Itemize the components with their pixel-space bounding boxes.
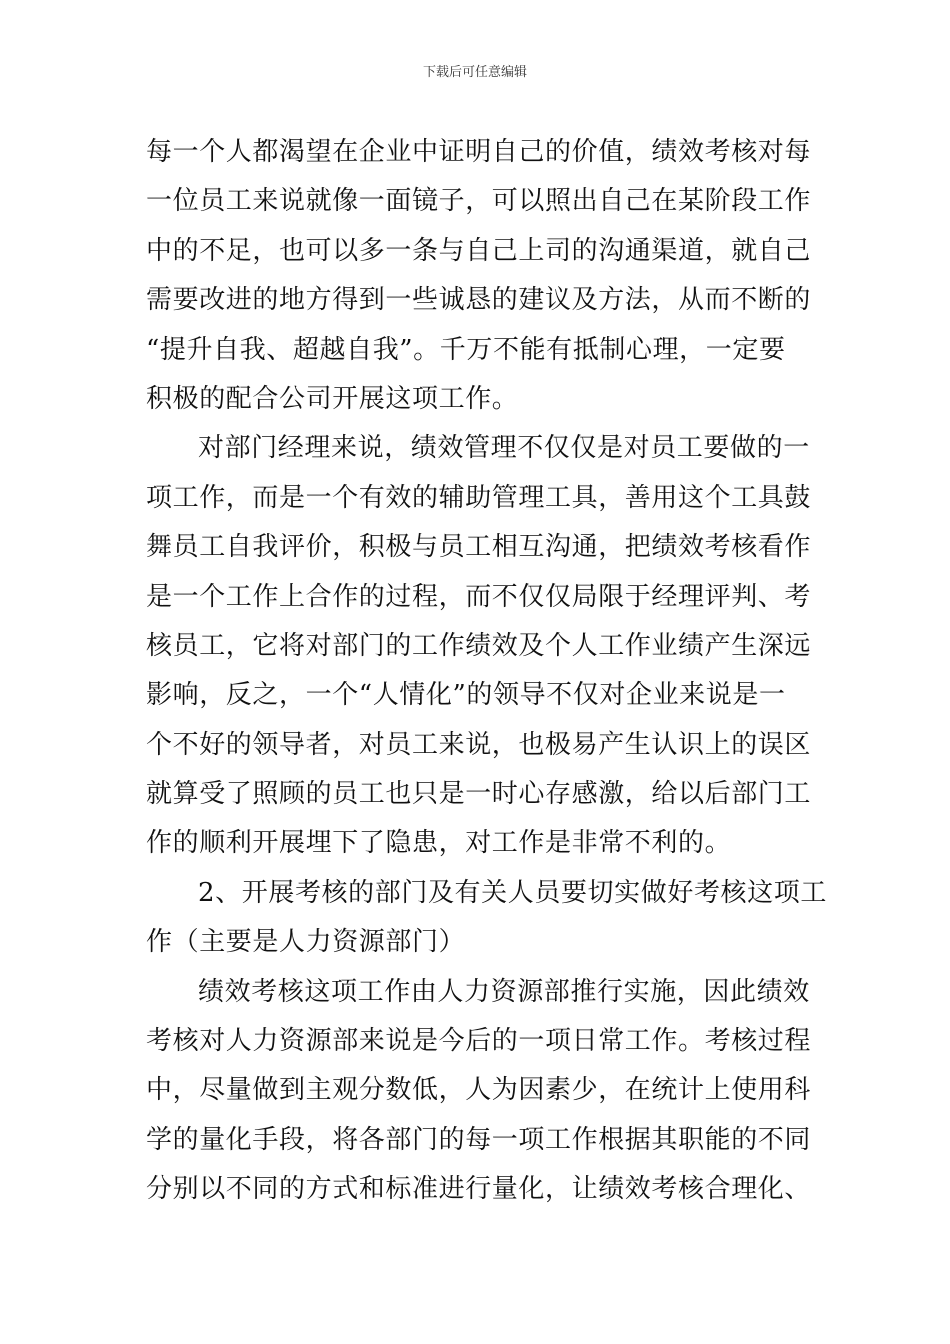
- text-line: 考核对人力资源部来说是今后的一项日常工作。考核过程: [146, 1026, 812, 1057]
- text-line: 作（主要是人力资源部门）: [146, 927, 466, 958]
- text-line: 2、开展考核的部门及有关人员要切实做好考核这项工: [198, 877, 827, 908]
- text-line: 是一个工作上合作的过程，而不仅仅局限于经理评判、考: [146, 581, 812, 612]
- text-line: “提升自我、超越自我”。千万不能有抵制心理，一定要: [146, 334, 786, 365]
- page-header: 下载后可任意编辑: [422, 65, 527, 80]
- text-line: 个不好的领导者，对员工来说，也极易产生认识上的误区: [146, 729, 812, 760]
- paragraph-employee-value: [146, 128, 812, 424]
- text-line: 舞员工自我评价，积极与员工相互沟通，把绩效考核看作: [146, 532, 812, 563]
- text-line: 项工作，而是一个有效的辅助管理工具，善用这个工具鼓: [146, 482, 812, 513]
- text-line: 分别以不同的方式和标准进行量化，让绩效考核合理化、: [146, 1174, 812, 1205]
- paragraph-section-2-heading: [146, 869, 827, 968]
- text-line: 积极的配合公司开展这项工作。: [146, 383, 519, 414]
- paragraph-hr-department: [146, 968, 812, 1215]
- text-line: 绩效考核这项工作由人力资源部推行实施，因此绩效: [198, 976, 810, 1007]
- text-line: 一位员工来说就像一面镜子，可以照出自己在某阶段工作: [146, 186, 812, 217]
- text-line: 就算受了照顾的员工也只是一时心存感激，给以后部门工: [146, 779, 812, 810]
- text-line: 需要改进的地方得到一些诚恳的建议及方法，从而不断的: [146, 285, 812, 316]
- text-line: 学的量化手段，将各部门的每一项工作根据其职能的不同: [146, 1124, 812, 1155]
- text-line: 作的顺利开展埋下了隐患，对工作是非常不利的。: [146, 828, 732, 859]
- text-line: 中的不足，也可以多一条与自己上司的沟通渠道，就自己: [146, 235, 812, 266]
- text-line: 核员工，它将对部门的工作绩效及个人工作业绩产生深远: [146, 630, 812, 661]
- document-body: [146, 128, 827, 1215]
- text-line: 影响，反之，一个“人情化”的领导不仅对企业来说是一: [146, 680, 786, 711]
- text-line: 对部门经理来说，绩效管理不仅仅是对员工要做的一: [198, 433, 810, 464]
- text-line: 每一个人都渴望在企业中证明自己的价值，绩效考核对每: [146, 137, 812, 167]
- paragraph-department-manager: [146, 424, 812, 869]
- text-line: 中，尽量做到主观分数低，人为因素少，在统计上使用科: [146, 1075, 812, 1106]
